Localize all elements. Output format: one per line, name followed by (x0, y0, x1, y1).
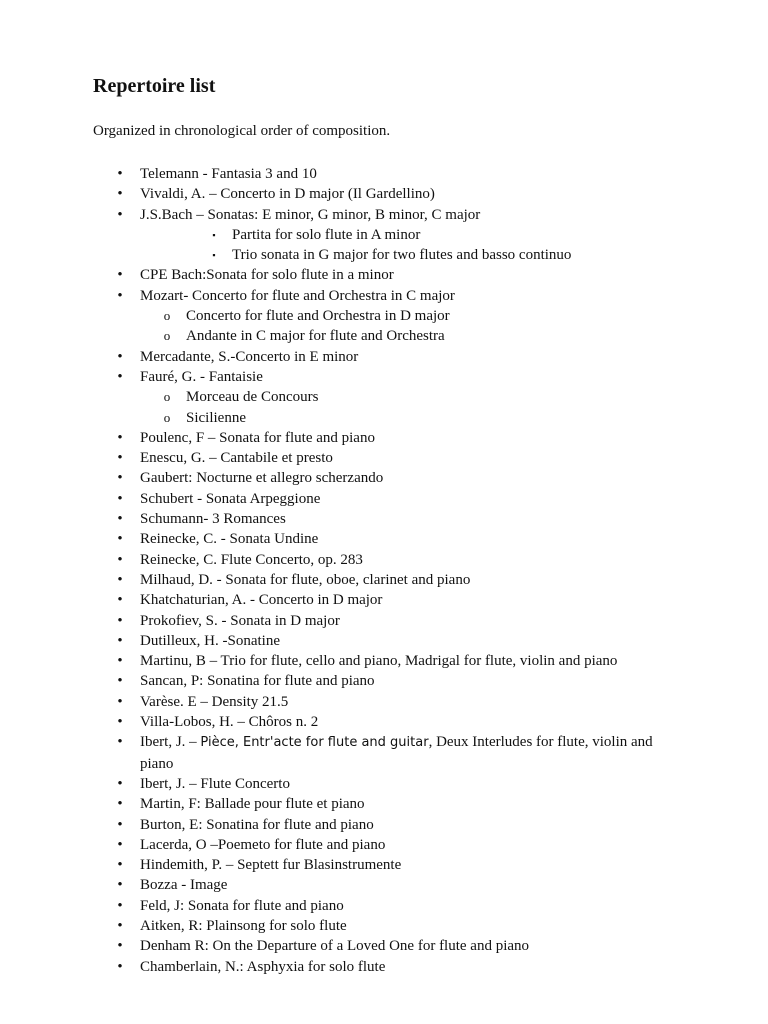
list-item-text: Hindemith, P. – Septett fur Blasinstrumente (140, 857, 402, 874)
list-item-text: Lacerda, O –Poemeto for flute and piano (140, 836, 386, 853)
bullet-marker: • (117, 653, 123, 670)
bullet-marker: • (117, 450, 123, 467)
bullet-marker: • (117, 166, 123, 182)
bullet-marker: o (163, 409, 171, 425)
bullet-marker: • (117, 551, 123, 568)
bullet-marker: • (117, 775, 123, 792)
list-item-text: Burton, E: Sonatina for flute and piano (140, 816, 374, 833)
list-item (0, 794, 768, 814)
list-item-text: Denham R: On the Departure of a Loved One for flute and piano (140, 938, 530, 955)
list-item (0, 916, 768, 936)
list-item (0, 671, 768, 691)
bullet-marker: • (117, 938, 123, 955)
list-item-text: Trio sonata in G major for two flutes and basso continuo (232, 247, 572, 264)
list-item (0, 774, 768, 794)
list-item-text: Villa-Lobos, H. – Chôros n. 2 (140, 714, 319, 731)
bullet-marker: • (117, 816, 123, 833)
list-item-text: Bozza - Image (140, 877, 228, 894)
list-item (0, 265, 768, 285)
list-item (0, 835, 768, 855)
list-item (0, 205, 768, 225)
list-item-text: Sancan, P: Sonatina for flute and piano (140, 673, 375, 690)
bullet-marker: • (117, 673, 123, 690)
bullet-marker: o (163, 308, 171, 324)
list-item-text: Gaubert: Nocturne et allegro scherzando (140, 470, 384, 487)
bullet-marker: • (117, 287, 123, 304)
list-item (0, 815, 768, 835)
list-item (0, 468, 768, 488)
bullet-marker: • (117, 958, 123, 975)
list-item-text: Morceau de Concours (186, 389, 319, 406)
list-item-text: Enescu, G. – Cantabile et presto (140, 450, 333, 467)
list-item-text-alt-font: Pièce, Entr'acte for flute and guitar (200, 735, 429, 751)
list-item-text: J.S.Bach – Sonatas: E minor, G minor, B minor, C major (140, 206, 481, 223)
list-item (0, 448, 768, 468)
list-item (0, 732, 660, 774)
list-item-text: Fauré, G. - Fantaisie (140, 368, 263, 385)
list-item (0, 509, 768, 529)
list-item-text: Vivaldi, A. – Concerto in D major (Il Gardellino) (140, 186, 435, 203)
list-item (0, 286, 768, 306)
list-item-text: Concerto for flute and Orchestra in D major (186, 308, 450, 325)
bullet-marker: • (117, 917, 123, 934)
list-item (0, 489, 768, 509)
list-item-text: Prokofiev, S. - Sonata in D major (140, 612, 340, 629)
list-item (0, 550, 768, 570)
bullet-marker: • (117, 531, 123, 548)
list-item (0, 631, 768, 651)
list-item-text: Partita for solo flute in A minor (232, 226, 421, 243)
list-item (0, 164, 768, 184)
bullet-marker: • (117, 470, 123, 487)
sub-list-item (0, 245, 768, 265)
list-item-text: Ibert, J. – Flute Concerto (140, 775, 290, 792)
bullet-marker: • (117, 836, 123, 853)
sub-list-item (0, 306, 768, 326)
sub-list-item (0, 225, 768, 245)
bullet-marker: • (117, 186, 123, 203)
bullet-marker: • (117, 632, 123, 649)
bullet-marker: o (163, 389, 171, 405)
list-item-text: Dutilleux, H. -Sonatine (140, 632, 280, 649)
list-item (0, 428, 768, 448)
list-item (0, 936, 768, 956)
list-item-text: Chamberlain, N.: Asphyxia for solo flute (140, 958, 386, 975)
list-item (0, 611, 768, 631)
list-item (0, 692, 768, 712)
bullet-marker: • (117, 571, 123, 588)
list-item (0, 590, 768, 610)
list-item-text: Varèse. E – Density 21.5 (140, 693, 289, 710)
bullet-marker: • (117, 693, 123, 710)
bullet-marker: • (117, 368, 123, 385)
list-item-text: Mercadante, S.-Concerto in E minor (140, 348, 359, 365)
list-item (0, 367, 768, 387)
page-subtitle: Organized in chronological order of composition. (93, 123, 391, 139)
bullet-marker: • (117, 511, 123, 528)
list-item-text: CPE Bach:Sonata for solo flute in a minor (140, 267, 394, 284)
list-item (0, 184, 768, 204)
bullet-marker: ▪ (212, 250, 216, 261)
list-item (0, 529, 768, 549)
list-item-text: Martin, F: Ballade pour flute et piano (140, 796, 365, 813)
bullet-marker: • (117, 206, 123, 223)
list-item (0, 875, 768, 895)
bullet-marker: • (117, 857, 123, 874)
list-item-text: Poulenc, F – Sonata for flute and piano (140, 429, 375, 446)
bullet-marker: • (117, 267, 123, 284)
list-item (0, 896, 768, 916)
list-item (0, 651, 768, 671)
list-item-text: Aitken, R: Plainsong for solo flute (140, 917, 347, 934)
list-item-text: Mozart- Concerto for flute and Orchestra in C major (140, 287, 455, 304)
bullet-marker: • (117, 592, 123, 609)
list-item (0, 957, 768, 977)
list-item-text: Sicilienne (186, 409, 246, 426)
list-item (0, 855, 768, 875)
bullet-marker: • (117, 612, 123, 629)
list-item-text: Reinecke, C. - Sonata Undine (140, 531, 319, 548)
bullet-marker: • (117, 714, 123, 731)
list-item-text: , Deux Interludes for flute, violin and piano (140, 734, 653, 772)
list-item-text: Andante in C major for flute and Orchestra (186, 328, 445, 345)
list-item (0, 347, 768, 367)
list-item-text: Telemann - Fantasia 3 and 10 (140, 166, 317, 182)
list-item-text: Milhaud, D. - Sonata for flute, oboe, clarinet and piano (140, 571, 471, 588)
bullet-marker: • (117, 897, 123, 914)
list-item-text: Martinu, B – Trio for flute, cello and piano, Madrigal for flute, violin and piano (140, 653, 618, 670)
bullet-marker: • (117, 490, 123, 507)
list-item-text: Ibert, J. – (140, 734, 201, 751)
bullet-marker: • (117, 734, 123, 751)
list-item-text: Schubert - Sonata Arpeggione (140, 490, 321, 507)
list-item-text: Schumann- 3 Romances (140, 511, 286, 528)
list-item-text: Reinecke, C. Flute Concerto, op. 283 (140, 551, 363, 568)
list-item-text: Khatchaturian, A. - Concerto in D major (140, 592, 383, 609)
bullet-marker: ▪ (212, 229, 216, 240)
sub-list-item (0, 387, 768, 407)
bullet-marker: • (117, 348, 123, 365)
bullet-marker: • (117, 877, 123, 894)
page-title: Repertoire list (93, 75, 216, 97)
list-item-text: Feld, J: Sonata for flute and piano (140, 897, 344, 914)
bullet-marker: o (163, 328, 171, 344)
list-item (0, 570, 768, 590)
sub-list-item (0, 326, 768, 346)
bullet-marker: • (117, 796, 123, 813)
sub-list-item (0, 408, 768, 428)
repertoire-list (0, 164, 768, 977)
list-item (0, 712, 768, 732)
bullet-marker: • (117, 429, 123, 446)
